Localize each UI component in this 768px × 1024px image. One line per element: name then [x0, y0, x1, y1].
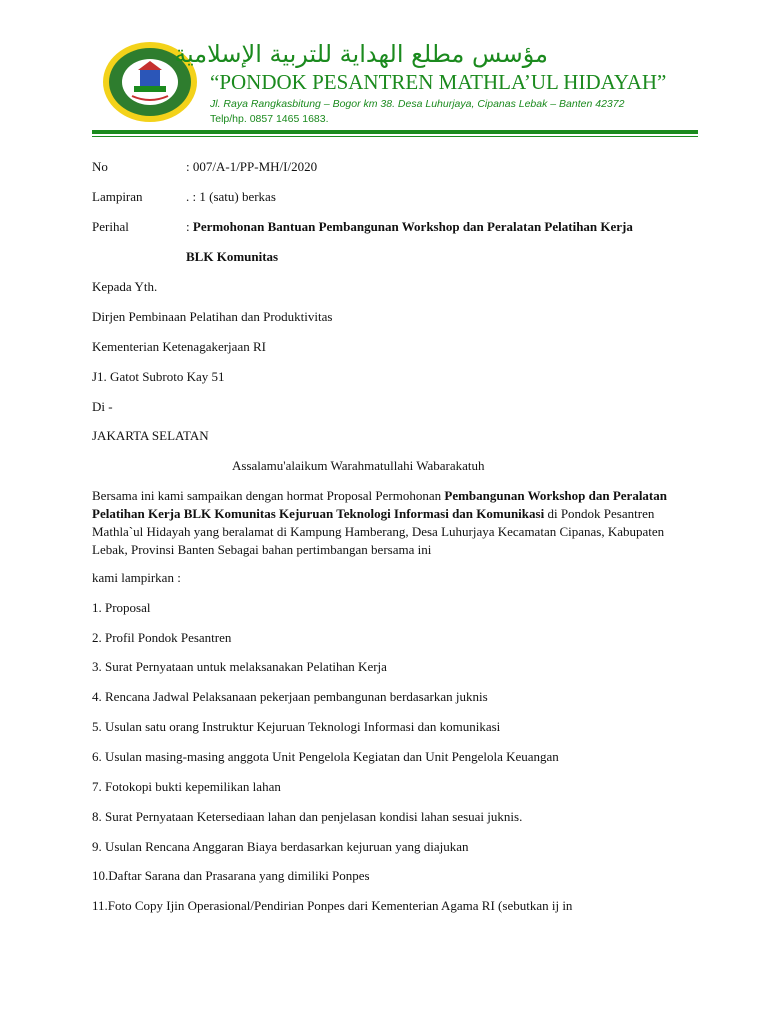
intro-paragraph: [92, 487, 692, 559]
recipient-line-4: J1. Gatot Subroto Kay 51: [92, 369, 225, 384]
header-rule-thick: [92, 130, 698, 134]
no-label: No: [92, 159, 108, 174]
list-item: 7. Fotokopi bukti kepemilikan lahan: [92, 779, 281, 794]
perihal-value: [186, 219, 633, 235]
perihal-subject-line2-text: BLK Komunitas: [186, 249, 279, 264]
intro-bold-subject: Pembangunan Workshop dan Peralatan Pelatihan Kerja BLK Komunitas Kejuruan Teknologi Informasi dan Komunikasi: [92, 488, 667, 521]
perihal-colon: :: [186, 219, 193, 234]
list-item: 2. Profil Pondok Pesantren: [92, 630, 232, 645]
list-item: 3. Surat Pernyataan untuk melaksanakan Pelatihan Kerja: [92, 659, 387, 674]
header-rule-thin: [92, 136, 698, 137]
perihal-subject-line1: Permohonan Bantuan Pembangunan Workshop dan Peralatan Pelatihan Kerja: [192, 219, 633, 234]
recipient-line-3: Kementerian Ketenagakerjaan RI: [92, 339, 266, 354]
list-item: 6. Usulan masing-masing anggota Unit Pengelola Kegiatan dan Unit Pengelola Keuangan: [92, 749, 559, 764]
lampiran-label: Lampiran: [92, 189, 143, 204]
list-item: 8. Surat Pernyataan Ketersediaan lahan dan penjelasan kondisi lahan sesuai juknis.: [92, 809, 523, 824]
intro-text-1: Bersama ini kami sampaikan dengan hormat Proposal Permohonan: [92, 488, 445, 503]
organization-name: “PONDOK PESANTREN MATHLA’UL HIDAYAH”: [210, 70, 667, 94]
lampiran-value: . : 1 (satu) berkas: [186, 189, 276, 204]
recipient-line-2: Dirjen Pembinaan Pelatihan dan Produktivitas: [92, 309, 333, 324]
organization-phone: Telp/hp. 0857 1465 1683.: [210, 113, 329, 125]
list-item: 9. Usulan Rencana Anggaran Biaya berdasarkan kejuruan yang diajukan: [92, 839, 469, 854]
list-item: 11.Foto Copy Ijin Operasional/Pendirian Ponpes dari Kementerian Agama RI (sebutkan ij in: [92, 898, 573, 913]
list-item: 10.Daftar Sarana dan Prasarana yang dimiliki Ponpes: [92, 868, 370, 883]
recipient-line-1: Kepada Yth.: [92, 279, 158, 294]
letterhead: [0, 0, 768, 140]
recipient-line-5: Di -: [92, 399, 113, 414]
list-item: 1. Proposal: [92, 600, 151, 615]
list-item: 4. Rencana Jadwal Pelaksanaan pekerjaan pembangunan berdasarkan juknis: [92, 689, 488, 704]
greeting: Assalamu'alaikum Warahmatullahi Wabarakatuh: [232, 458, 485, 473]
no-value: : 007/A-1/PP-MH/I/2020: [186, 159, 318, 174]
perihal-subject-line2: [186, 249, 278, 265]
recipient-line-6: JAKARTA SELATAN: [92, 428, 209, 443]
list-item: 5. Usulan satu orang Instruktur Kejuruan Teknologi Informasi dan komunikasi: [92, 719, 501, 734]
perihal-label: Perihal: [92, 219, 129, 234]
organization-address: Jl. Raya Rangkasbitung – Bogor km 38. Desa Luhurjaya, Cipanas Lebak – Banten 42372: [210, 98, 625, 110]
arabic-foundation-name: مؤسس مطلع الهداية للتربية الإسلامية: [174, 40, 548, 68]
intro-text-2: di Pondok Pesantren Mathla`ul Hidayah yang beralamat di Kampung Hamberang, Desa Luhurjaya Kecamatan Cipanas, Kabupaten Lebak, Provinsi Banten Sebagai bahan pertimbangan bersama ini: [92, 506, 665, 557]
intro-last-line: kami lampirkan :: [92, 570, 181, 585]
